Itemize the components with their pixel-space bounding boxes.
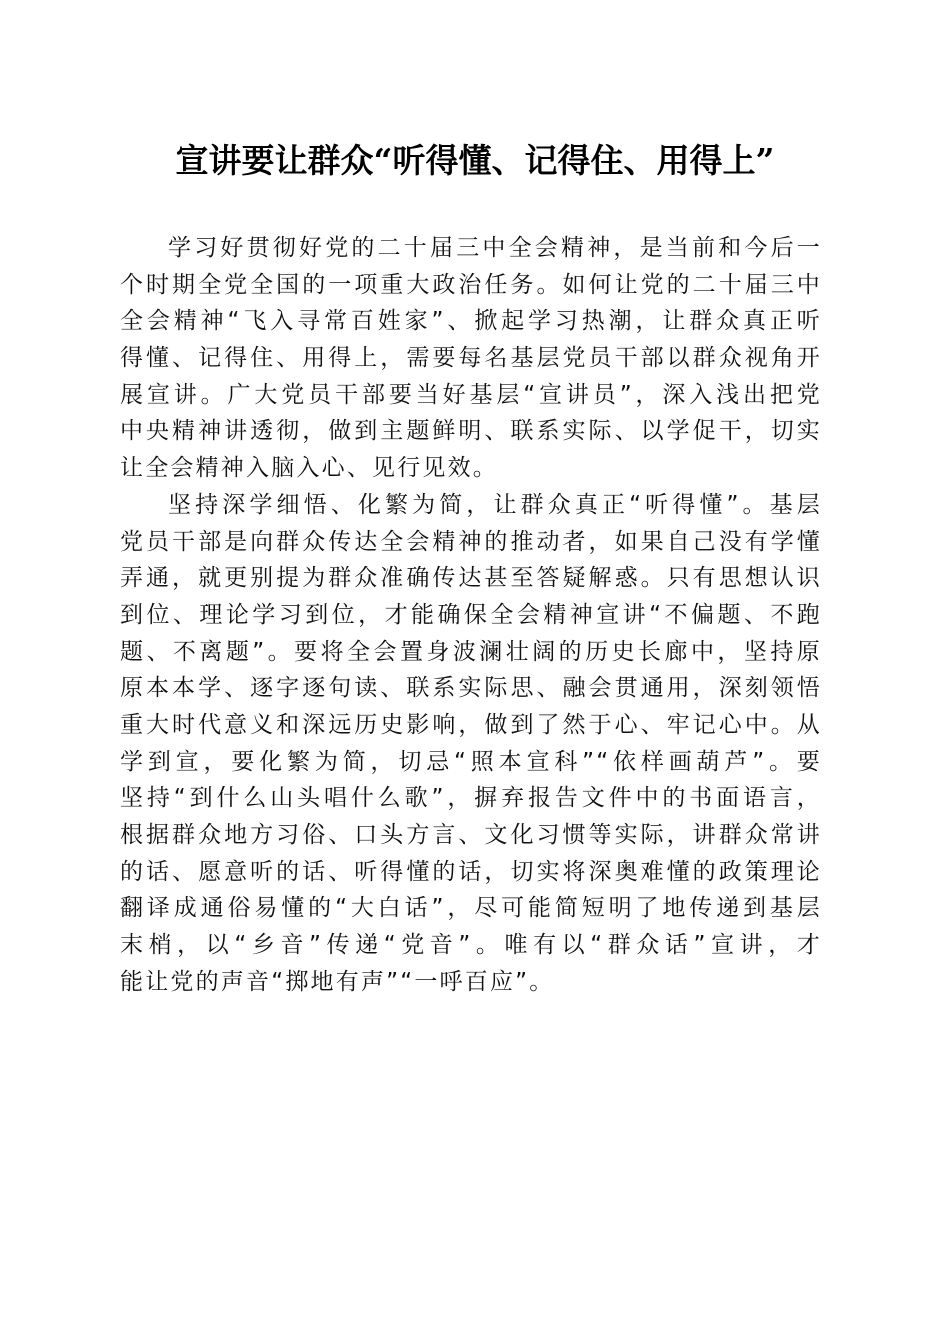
paragraph-listen bbox=[120, 487, 822, 1001]
paragraph-line: 能让党的声音“掷地有声”“一呼百应”。 bbox=[120, 968, 555, 995]
paragraph-line: 学习好贯彻好党的二十届三中全会精神，是当前和今后一 bbox=[168, 235, 822, 261]
paragraph-line: 坚持深学细悟、化繁为简，让群众真正“听得懂”。基层 bbox=[168, 491, 822, 518]
paragraph-line: 末梢，以“乡音”传递“党音”。唯有以“群众话”宣讲，才 bbox=[120, 932, 822, 959]
paragraph-line: 中央精神讲透彻，做到主题鲜明、联系实际、以学促干，切实 bbox=[120, 418, 822, 445]
paragraph-line: 翻译成通俗易懂的“大白话”，尽可能简短明了地传递到基层 bbox=[120, 895, 822, 922]
paragraph-line: 学到宣，要化繁为简，切忌“照本宣科”“依样画葫芦”。要 bbox=[120, 748, 822, 775]
paragraph-line: 重大时代意义和深远历史影响，做到了然于心、牢记心中。从 bbox=[120, 711, 822, 738]
paragraph-line: 题、不离题”。要将全会置身波澜壮阔的历史长廊中，坚持原 bbox=[120, 638, 822, 665]
paragraph-line: 根据群众地方习俗、口头方言、文化习惯等实际，讲群众常讲 bbox=[120, 822, 822, 848]
paragraph-line: 的话、愿意听的话、听得懂的话，切实将深奥难懂的政策理论 bbox=[120, 858, 822, 885]
document-title: 宣讲要让群众“听得懂、记得住、用得上” bbox=[175, 141, 775, 180]
paragraph-line: 到位、理论学习到位，才能确保全会精神宣讲“不偏题、不跑 bbox=[120, 601, 822, 628]
paragraph-intro bbox=[120, 230, 822, 487]
paragraph-line: 坚持“到什么山头唱什么歌”，摒弃报告文件中的书面语言， bbox=[120, 785, 822, 812]
paragraph-line: 个时期全党全国的一项重大政治任务。如何让党的二十届三中 bbox=[120, 271, 822, 298]
paragraph-line: 党员干部是向群众传达全会精神的推动者，如果自己没有学懂 bbox=[120, 528, 822, 555]
paragraph-line: 让全会精神入脑入心、见行见效。 bbox=[120, 455, 498, 482]
paragraph-line: 展宣讲。广大党员干部要当好基层“宣讲员”，深入浅出把党 bbox=[120, 381, 822, 408]
document-body bbox=[120, 230, 822, 1000]
paragraph-line: 原本本学、逐字逐句读、联系实际思、融会贯通用，深刻领悟 bbox=[120, 675, 822, 702]
paragraph-line: 全会精神“飞入寻常百姓家”、掀起学习热潮，让群众真正听 bbox=[120, 308, 822, 335]
paragraph-line: 弄通，就更别提为群众准确传达甚至答疑解惑。只有思想认识 bbox=[120, 565, 822, 592]
paragraph-line: 得懂、记得住、用得上，需要每名基层党员干部以群众视角开 bbox=[120, 345, 822, 372]
